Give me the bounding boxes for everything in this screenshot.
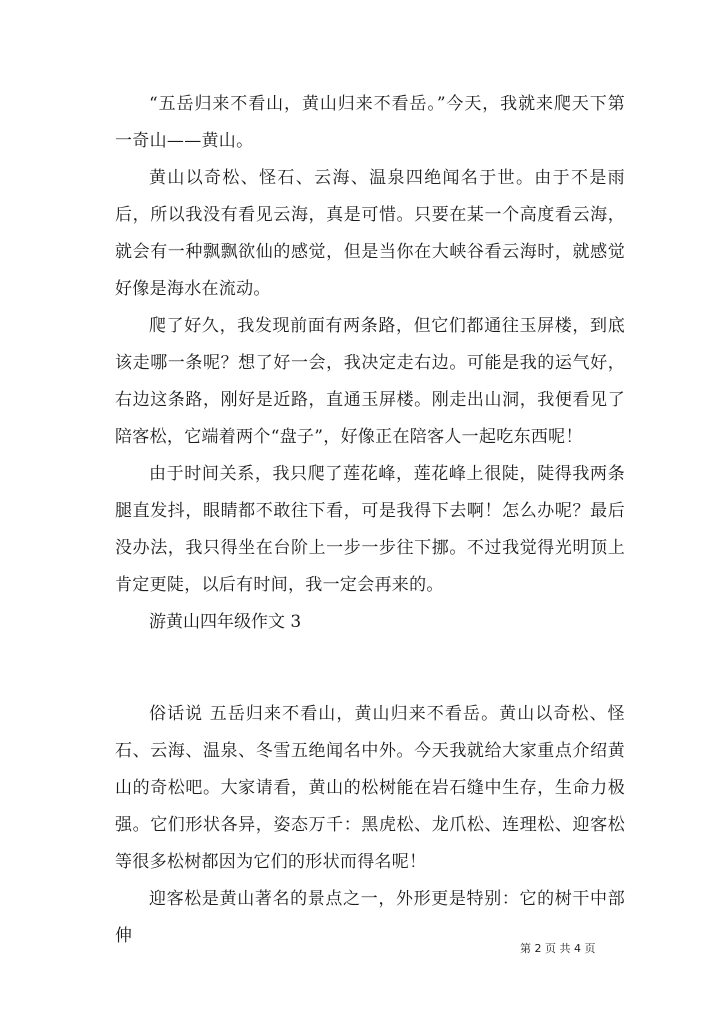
paragraph-four-wonders: 黄山以奇松、怪石、云海、温泉四绝闻名于世。由于不是雨后，所以我没有看见云海，真是可惜。只要在某一个高度看云海，就会有一种飘飘欲仙的感觉，但是当你在大峡谷看云海时，就感觉好像是海水在流动。	[115, 168, 625, 299]
section-title: 游黄山四年级作文 3	[149, 612, 302, 632]
paragraph-pines: 俗话说 五岳归来不看山，黄山归来不看岳。黄山以奇松、怪石、云海、温泉、冬雪五绝闻名中外。今天我就给大家重点介绍黄山的奇松吧。大家请看，黄山的松树能在岩石缝中生存，生命力极强。它们形状各异，姿态万千：黑虎松、龙爪松、连理松、迎客松等很多松树都因为它们的形状而得名呢！	[115, 704, 625, 872]
page-number-footer: 第 2 页 共 4 页	[520, 942, 596, 955]
section-gap	[115, 641, 625, 696]
paragraph-two-roads: 爬了好久，我发现前面有两条路，但它们都通往玉屏楼，到底该走哪一条呢？想了好一会，我决定走右边。可能是我的运气好，右边这条路，刚好是近路，直通玉屏楼。刚走出山洞，我便看见了陪客松，它端着两个“盘子”，好像正在陪客人一起吃东西呢！	[115, 316, 625, 447]
paragraph-welcome-pine: 迎客松是黄山著名的景点之一，外形更是特别：它的树干中部伸	[115, 889, 625, 946]
document-body	[115, 86, 625, 955]
paragraph-intro: “五岳归来不看山，黄山归来不看岳。”今天，我就来爬天下第一奇山——黄山。	[115, 94, 625, 151]
paragraph-lotus-peak: 由于时间关系，我只爬了莲花峰，莲花峰上很陡，陡得我两条腿直发抖，眼睛都不敢往下看，可是我得下去啊！怎么办呢？最后没办法，我只得坐在台阶上一步一步往下挪。不过我觉得光明顶上肯定更陡，以后有时间，我一定会再来的。	[115, 464, 625, 595]
